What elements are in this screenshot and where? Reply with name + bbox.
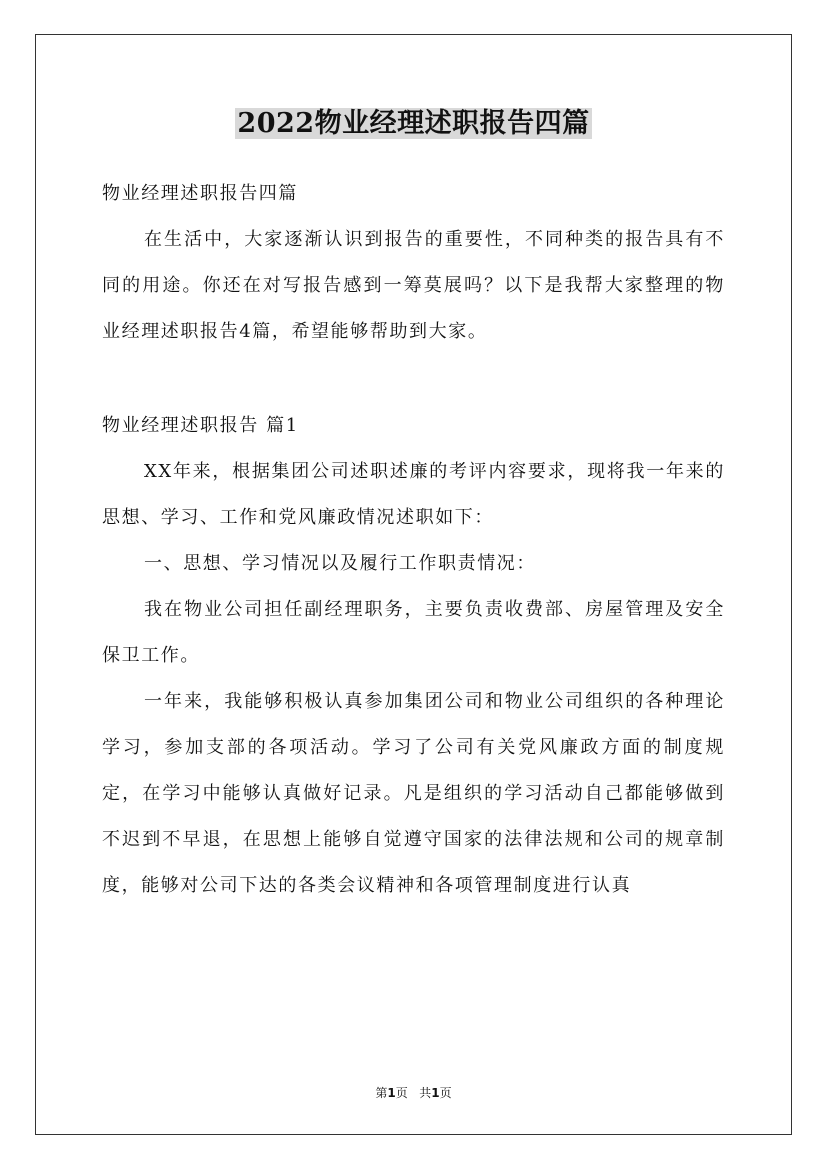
body-paragraph-3: 我在物业公司担任副经理职务，主要负责收费部、房屋管理及安全保卫工作。: [102, 599, 725, 666]
document-title-text: 2022物业经理述职报告四篇: [237, 108, 590, 139]
total-pages: 1: [431, 1086, 440, 1100]
document-body: [102, 171, 725, 909]
intro-paragraph: 在生活中，大家逐渐认识到报告的重要性，不同种类的报告具有不同的用途。你还在对写报告感到一筹莫展吗？以下是我帮大家整理的物业经理述职报告4篇，希望能够帮助到大家。: [102, 229, 725, 342]
page-footer: [0, 1085, 827, 1101]
document-subtitle: 物业经理述职报告四篇: [102, 183, 298, 204]
page-label-prefix: 第: [375, 1086, 388, 1100]
paragraph-spacer: [102, 355, 725, 401]
body-paragraph-2: 一、思想、学习情况以及履行工作职责情况：: [144, 553, 536, 574]
page-number: 1: [387, 1086, 396, 1100]
body-paragraph-1: XX年来，根据集团公司述职述廉的考评内容要求，现将我一年来的思想、学习、工作和党风廉政情况述职如下：: [102, 461, 725, 528]
page-label-suffix: 页: [395, 1086, 408, 1100]
total-label-prefix: 共: [419, 1086, 432, 1100]
section-heading: 物业经理述职报告 篇1: [102, 415, 299, 436]
body-paragraph-4: 一年来，我能够积极认真参加集团公司和物业公司组织的各种理论学习，参加支部的各项活动。学习了公司有关党风廉政方面的制度规定，在学习中能够认真做好记录。凡是组织的学习活动自己都能够做到不迟到不早退，在思想上能够自觉遵守国家的法律法规和公司的规章制度，能够对公司下达的各类会议精神和各项管理制度进行认真: [102, 691, 725, 896]
total-label-suffix: 页: [439, 1086, 452, 1100]
document-title: [0, 104, 827, 144]
